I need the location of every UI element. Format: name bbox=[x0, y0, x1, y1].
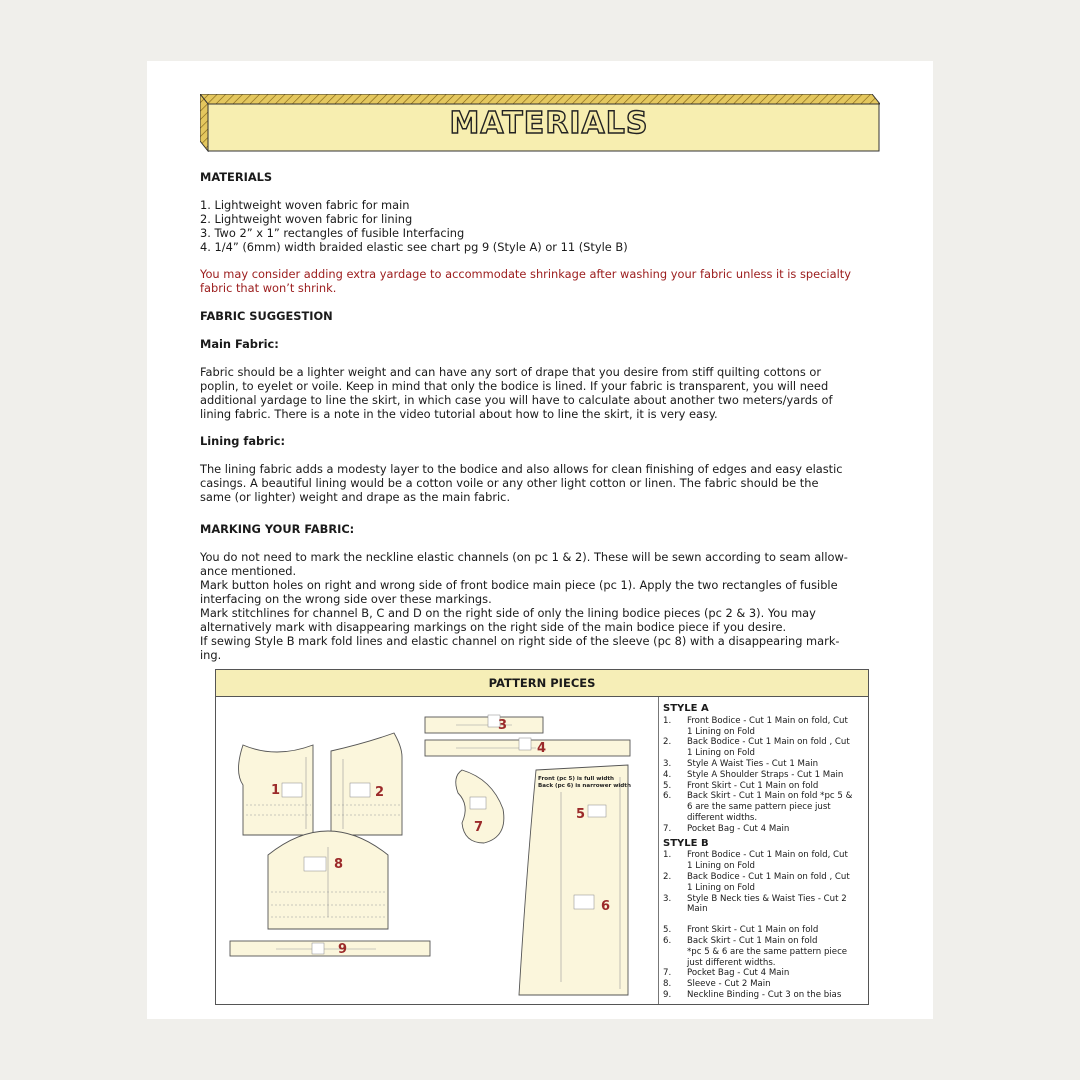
main-fabric-paragraph bbox=[200, 365, 890, 421]
materials-banner bbox=[200, 94, 880, 152]
piece-number-5: 5 bbox=[576, 807, 586, 822]
legend-item bbox=[663, 770, 863, 781]
list-item: 1. Lightweight woven fabric for main bbox=[200, 198, 410, 212]
fabric-suggestion-heading: FABRIC SUGGESTION bbox=[200, 309, 333, 323]
skirt-note-front: Front (pc 5) is full width bbox=[538, 776, 615, 782]
paragraph-line: lining fabric. There is a note in the video tutorial about how to line the skirt, it is very easy. bbox=[200, 407, 718, 421]
legend-item-text: just different widths. bbox=[687, 957, 776, 968]
legend-item bbox=[663, 979, 863, 990]
legend-item bbox=[663, 968, 863, 979]
legend-item-number: 5. bbox=[663, 780, 672, 791]
legend-item-text: *pc 5 & 6 are the same pattern piece bbox=[687, 946, 848, 957]
materials-list bbox=[200, 198, 890, 254]
main-fabric-heading: Main Fabric: bbox=[200, 337, 279, 351]
legend-item-text: 6 are the same pattern piece just bbox=[687, 802, 831, 813]
legend-item-text: different widths. bbox=[687, 812, 758, 823]
legend-item-text: Neckline Binding - Cut 3 on the bias bbox=[687, 989, 842, 1000]
legend-item-number: 3. bbox=[663, 893, 672, 904]
legend-item-number: 9. bbox=[663, 989, 672, 1000]
skirt-note-back: Back (pc 6) is narrower width bbox=[538, 783, 631, 789]
legend-item-text: Pocket Bag - Cut 4 Main bbox=[687, 968, 790, 979]
legend-item-number: 1. bbox=[663, 850, 672, 861]
legend-item bbox=[663, 781, 863, 792]
note-line: fabric that won’t shrink. bbox=[200, 281, 337, 295]
piece-5-6-skirt bbox=[519, 765, 628, 995]
paragraph-line: The lining fabric adds a modesty layer to the bodice and also allows for clean finishing of edges and easy elastic bbox=[200, 462, 843, 476]
legend-item-text: Style A Shoulder Straps - Cut 1 Main bbox=[687, 769, 844, 780]
legend-item bbox=[663, 894, 863, 916]
legend-item bbox=[663, 936, 863, 968]
legend-item-text: Back Bodice - Cut 1 Main on fold , Cut bbox=[687, 871, 850, 882]
legend-item-number: 8. bbox=[663, 979, 672, 990]
legend-item-number: 6. bbox=[663, 935, 672, 946]
materials-heading: MATERIALS bbox=[200, 170, 273, 184]
legend-item-text: Back Skirt - Cut 1 Main on fold bbox=[687, 935, 818, 946]
piece-number-2: 2 bbox=[375, 785, 385, 800]
legend-item-number: 7. bbox=[663, 968, 672, 979]
list-item: 2. Lightweight woven fabric for lining bbox=[200, 212, 413, 226]
piece-number-3: 3 bbox=[498, 718, 508, 733]
piece-number-1: 1 bbox=[271, 783, 281, 798]
piece-number-6: 6 bbox=[601, 899, 611, 914]
legend-item-number: 1. bbox=[663, 715, 672, 726]
style-b-list bbox=[663, 850, 863, 1000]
piece-9-binding bbox=[230, 941, 430, 956]
legend-item-number: 2. bbox=[663, 871, 672, 882]
legend-item-text: Back Bodice - Cut 1 Main on fold , Cut bbox=[687, 737, 850, 748]
pattern-pieces-box bbox=[215, 669, 869, 1005]
legend-item-text: Pocket Bag - Cut 4 Main bbox=[687, 823, 790, 834]
legend-item-text: Main bbox=[687, 904, 708, 915]
legend-item bbox=[663, 850, 863, 872]
legend-item bbox=[663, 872, 863, 894]
paragraph-line: ance mentioned. bbox=[200, 564, 297, 578]
paragraph-line: If sewing Style B mark fold lines and elastic channel on right side of the sleeve (pc 8) with a disappearing mark- bbox=[200, 634, 840, 648]
paragraph-line: interfacing on the wrong side over these markings. bbox=[200, 592, 492, 606]
lining-fabric-heading: Lining fabric: bbox=[200, 434, 286, 448]
legend-item-number: 4. bbox=[663, 769, 672, 780]
legend-item-text: Front Bodice - Cut 1 Main on fold, Cut bbox=[687, 715, 848, 726]
legend-item-text: Front Bodice - Cut 1 Main on fold, Cut bbox=[687, 850, 848, 861]
pattern-legend bbox=[663, 702, 863, 1001]
legend-item-number: 5. bbox=[663, 925, 672, 936]
legend-item-text: Back Skirt - Cut 1 Main on fold *pc 5 & bbox=[687, 791, 853, 802]
legend-item-text: Sleeve - Cut 2 Main bbox=[687, 979, 771, 990]
legend-item-number: 3. bbox=[663, 758, 672, 769]
paragraph-line: casings. A beautiful lining would be a cotton voile or any other light cotton or linen. The fabric should be the bbox=[200, 476, 819, 490]
paragraph-line: alternatively mark with disappearing markings on the right side of the main bodice piece if you desire. bbox=[200, 620, 787, 634]
legend-item bbox=[663, 716, 863, 738]
legend-item-text: Style B Neck ties & Waist Ties - Cut 2 bbox=[687, 893, 847, 904]
pattern-layout-diagram bbox=[216, 697, 658, 1003]
piece-number-7: 7 bbox=[474, 820, 484, 835]
paragraph-line: Mark button holes on right and wrong side of front bodice main piece (pc 1). Apply the two rectangles of fusible bbox=[200, 578, 838, 592]
style-b-heading: STYLE B bbox=[663, 837, 709, 849]
paragraph-line: same (or lighter) weight and drape as the main fabric. bbox=[200, 490, 511, 504]
marking-paragraph bbox=[200, 550, 890, 662]
list-item: 4. 1/4” (6mm) width braided elastic see chart pg 9 (Style A) or 11 (Style B) bbox=[200, 240, 628, 254]
legend-item-text: Front Skirt - Cut 1 Main on fold bbox=[687, 925, 819, 936]
divider bbox=[658, 697, 659, 1004]
legend-item-text: 1 Lining on Fold bbox=[687, 861, 756, 872]
legend-item bbox=[663, 824, 863, 835]
marking-heading: MARKING YOUR FABRIC: bbox=[200, 522, 355, 536]
paragraph-line: poplin, to eyelet or voile. Keep in mind that only the bodice is lined. If your fabric is transparent, you will need bbox=[200, 379, 829, 393]
piece-number-9: 9 bbox=[338, 942, 348, 957]
legend-item-text: 1 Lining on Fold bbox=[687, 726, 756, 737]
paragraph-line: additional yardage to line the skirt, in which case you will have to calculate about another two meters/yards of bbox=[200, 393, 833, 407]
style-a-list bbox=[663, 716, 863, 835]
paragraph-line: ing. bbox=[200, 648, 222, 662]
legend-item bbox=[663, 990, 863, 1001]
pattern-pieces-heading: PATTERN PIECES bbox=[216, 670, 868, 697]
style-a-heading: STYLE A bbox=[663, 703, 709, 714]
legend-item-text: 1 Lining on Fold bbox=[687, 748, 756, 759]
legend-item bbox=[663, 759, 863, 770]
banner-title: MATERIALS bbox=[449, 106, 649, 141]
legend-item-number: 2. bbox=[663, 737, 672, 748]
paragraph-line: Fabric should be a lighter weight and can have any sort of drape that you desire from stiff quilting cottons or bbox=[200, 365, 822, 379]
legend-item-text: Style A Waist Ties - Cut 1 Main bbox=[687, 758, 819, 769]
legend-item-text: 1 Lining on Fold bbox=[687, 882, 756, 893]
list-spacer bbox=[663, 915, 863, 925]
paragraph-line: You do not need to mark the neckline elastic channels (on pc 1 & 2). These will be sewn according to seam allow- bbox=[200, 550, 848, 564]
lining-fabric-paragraph bbox=[200, 462, 890, 504]
legend-item-number: 6. bbox=[663, 791, 672, 802]
legend-item bbox=[663, 791, 863, 823]
piece-number-8: 8 bbox=[334, 857, 344, 872]
legend-item-text: Front Skirt - Cut 1 Main on fold bbox=[687, 780, 819, 791]
shrinkage-note bbox=[200, 267, 890, 295]
note-line: You may consider adding extra yardage to accommodate shrinkage after washing your fabric unless it is specialty bbox=[200, 267, 851, 281]
legend-item bbox=[663, 737, 863, 759]
list-item: 3. Two 2” x 1” rectangles of fusible Interfacing bbox=[200, 226, 465, 240]
legend-item-number: 7. bbox=[663, 823, 672, 834]
legend-item bbox=[663, 925, 863, 936]
paragraph-line: Mark stitchlines for channel B, C and D on the right side of only the lining bodice pieces (pc 2 & 3). You may bbox=[200, 606, 816, 620]
piece-number-4: 4 bbox=[537, 741, 547, 756]
